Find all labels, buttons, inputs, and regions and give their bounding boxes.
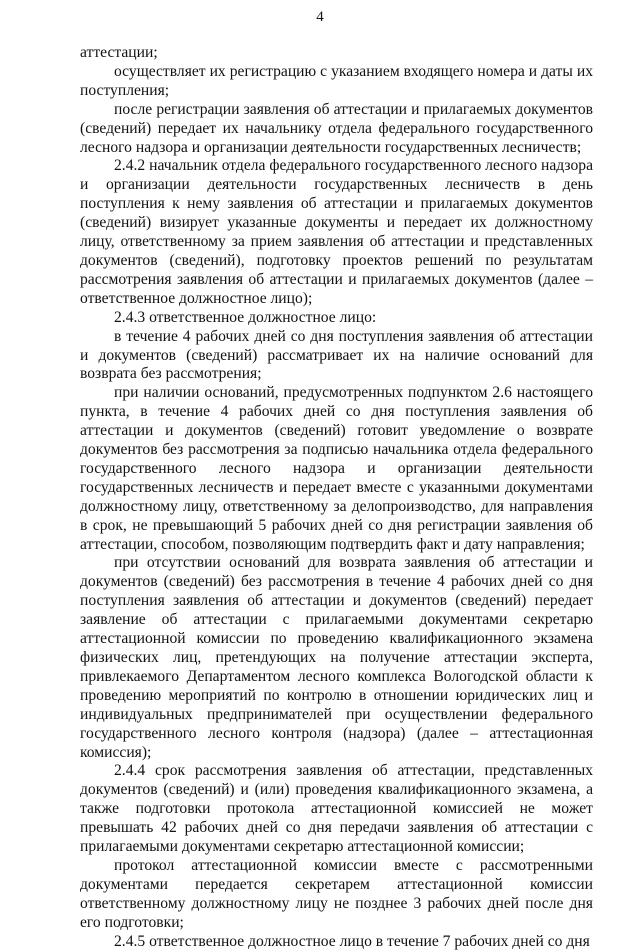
paragraph-2-4-3: 2.4.3 ответственное должностное лицо: — [114, 308, 377, 326]
paragraph-2-4-2: 2.4.2 начальник отдела федерального государственного лесного надзора и организации деятельности государственных лесничеств в день поступления к нему заявления об аттестации и прилагаемых документов (сведений) визирует указанные документы и передает их должностному лицу, ответственному за прием заявления об аттестации и представленных документов (сведений), подготовку проектов решений по результатам рассмотрения заявления об аттестации и прилагаемых документов (далее – ответственное должностное лицо); — [80, 157, 593, 307]
paragraph-continuation: аттестации; — [80, 44, 158, 61]
paragraph-protocol: протокол аттестационной комиссии вместе с рассмотренными документами передается секретарем аттестационной комиссии ответственному должностному лицу не позднее 3 рабочих дней после дня его подготовки; — [80, 856, 593, 931]
paragraph-after-registration: после регистрации заявления об аттестации и прилагаемых документов (сведений) передает их начальнику отдела федерального государственного лесного надзора и организации деятельности государственных лесничеств; — [80, 100, 593, 156]
paragraph-2-4-4: 2.4.4 срок рассмотрения заявления об аттестации, представленных документов (сведений) и (или) проведения квалификационного экзамена, а также подготовки протокола аттестационной комиссией не может превышать 42 рабочих дней со дня передачи заявления об аттестации с прилагаемыми документами секретарю аттестационной комиссии; — [80, 762, 593, 856]
paragraph-review-4-days: в течение 4 рабочих дней со дня поступления заявления об аттестации и документов (сведений) рассматривает их на наличие оснований для возврата без рассмотрения; — [80, 327, 593, 383]
paragraph-return-grounds: при наличии оснований, предусмотренных подпунктом 2.6 настоящего пункта, в течение 4 рабочих дней со дня поступления заявления об аттестации и документов (сведений) готовит уведомление о возврате документов без рассмотрения за подписью начальника отдела федерального государственного лесного надзора и организации деятельности государственных лесничеств и передает вместе с указанными документами должностному лицу, ответственному за делопроизводство, для направления в срок, не превышающий 5 рабочих дней со дня регистрации заявления об аттестации, способом, позволяющим подтвердить факт и дату направления; — [80, 384, 593, 553]
paragraph-2-4-5: 2.4.5 ответственное должностное лицо в течение 7 рабочих дней со дня — [114, 932, 590, 950]
paragraph-no-return-grounds: при отсутствии оснований для возврата заявления об аттестации и документов (сведений) без рассмотрения в течение 4 рабочих дней со дня поступления заявления об аттестации и документов (сведений) передает заявление об аттестации с прилагаемыми документами секретарю аттестационной комиссии по проведению квалификационного экзамена физических лиц, претендующих на получение аттестации эксперта, привлекаемого Департаментом лесного комплекса Вологодской области к проведению мероприятий по контролю в отношении юридических лиц и индивидуальных предпринимателей при осуществлении федерального государственного лесного контроля (надзора) (далее – аттестационная комиссия); — [80, 554, 593, 761]
page-number: 4 — [316, 9, 324, 25]
paragraph-registration: осуществляет их регистрацию с указанием входящего номера и даты их поступления; — [80, 62, 593, 99]
document-body — [80, 44, 593, 952]
